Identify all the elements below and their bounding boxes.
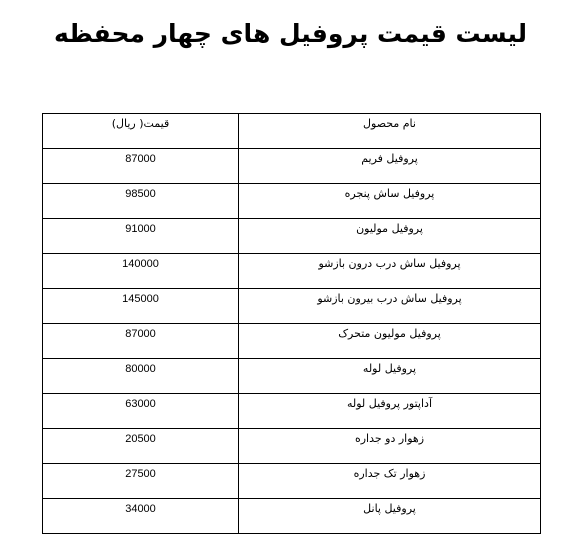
price-cell: 98500 [43, 184, 239, 219]
price-cell: 140000 [43, 254, 239, 289]
product-name-cell: پروفیل ساش درب درون بازشو [239, 254, 541, 289]
product-name-cell: پروفیل فریم [239, 149, 541, 184]
product-name-cell: پروفیل ساش پنجره [239, 184, 541, 219]
product-name-cell: پروفیل ساش درب بیرون بازشو [239, 289, 541, 324]
price-cell: 91000 [43, 219, 239, 254]
product-name-cell: زهوار دو جداره [239, 429, 541, 464]
price-cell: 87000 [43, 324, 239, 359]
product-name-cell: پروفیل مولیون متحرک [239, 324, 541, 359]
product-name-cell: پروفیل لوله [239, 359, 541, 394]
header-product-name: نام محصول [239, 114, 541, 149]
product-name-cell: آداپتور پروفیل لوله [239, 394, 541, 429]
table-row [43, 429, 541, 464]
table-row [43, 464, 541, 499]
table-row [43, 289, 541, 324]
product-name-cell: پروفیل مولیون [239, 219, 541, 254]
price-cell: 20500 [43, 429, 239, 464]
table-header-row [43, 114, 541, 149]
price-cell: 87000 [43, 149, 239, 184]
price-cell: 27500 [43, 464, 239, 499]
table-row [43, 324, 541, 359]
table-row [43, 219, 541, 254]
table-row [43, 359, 541, 394]
price-cell: 80000 [43, 359, 239, 394]
table-row [43, 149, 541, 184]
price-list-table [42, 113, 541, 534]
table-row [43, 184, 541, 219]
header-price: قیمت( ریال) [43, 114, 239, 149]
page-title: لیست قیمت پروفیل های چهار محفظه [53, 19, 528, 48]
product-name-cell: پروفیل پانل [239, 499, 541, 534]
price-cell: 63000 [43, 394, 239, 429]
price-cell: 145000 [43, 289, 239, 324]
table-row [43, 394, 541, 429]
product-name-cell: زهوار تک جداره [239, 464, 541, 499]
price-cell: 34000 [43, 499, 239, 534]
table-row [43, 499, 541, 534]
table-row [43, 254, 541, 289]
